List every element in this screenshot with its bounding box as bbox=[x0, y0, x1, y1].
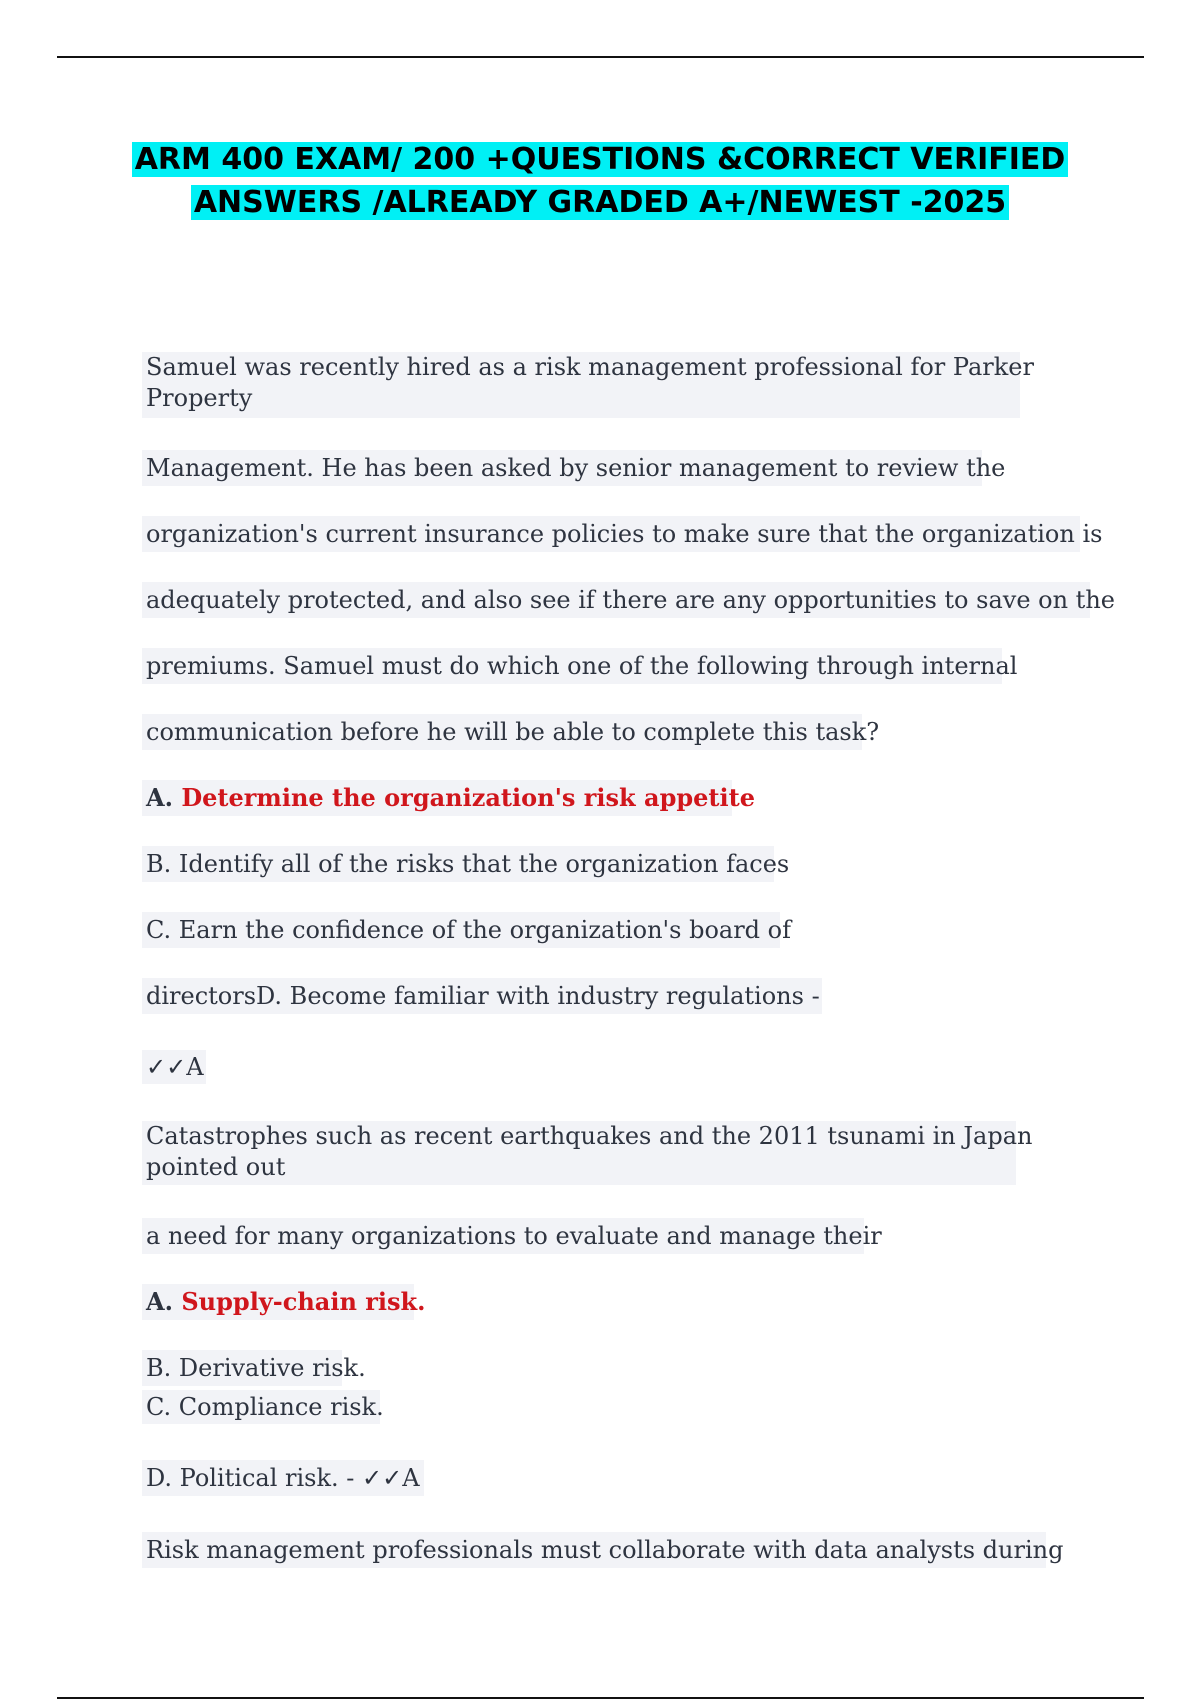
q1-stem-line-5: premiums. Samuel must do which one of the following through internal bbox=[146, 652, 1018, 680]
q1-option-a-correct: A. Determine the organization's risk appetite bbox=[146, 783, 755, 812]
q1-answer-key: ✓✓A bbox=[146, 1053, 204, 1081]
q2-option-c: C. Compliance risk. bbox=[146, 1393, 384, 1421]
title-line-2: ANSWERS /ALREADY GRADED A+/NEWEST -2025 bbox=[191, 185, 1009, 220]
q2-option-d: D. Political risk. - ✓✓A bbox=[146, 1464, 420, 1492]
q1-option-b: B. Identify all of the risks that the organization faces bbox=[146, 850, 790, 878]
q2-stem-line-1: Catastrophes such as recent earthquakes and the 2011 tsunami in Japan pointed out bbox=[146, 1122, 1033, 1181]
q2-stem-line-2: a need for many organizations to evaluate and manage their bbox=[146, 1222, 882, 1250]
q1-stem-line-6: communication before he will be able to complete this task? bbox=[146, 718, 880, 746]
document-title bbox=[0, 138, 1200, 224]
q1-stem-line-2: Management. He has been asked by senior management to review the bbox=[146, 454, 1006, 482]
top-rule bbox=[57, 56, 1144, 58]
q3-stem-line-1: Risk management professionals must collaborate with data analysts during bbox=[146, 1536, 1064, 1564]
q1-option-d: directorsD. Become familiar with industry regulations - bbox=[146, 982, 820, 1010]
q1-stem-line-4: adequately protected, and also see if there are any opportunities to save on the bbox=[146, 586, 1115, 614]
q1-stem-line-1: Samuel was recently hired as a risk management professional for Parker Property bbox=[146, 353, 1034, 412]
title-line-1: ARM 400 EXAM/ 200 +QUESTIONS &CORRECT VERIFIED bbox=[132, 142, 1069, 177]
bottom-rule bbox=[57, 1697, 1144, 1699]
q1-option-c: C. Earn the confidence of the organization's board of bbox=[146, 916, 791, 944]
q1-stem-line-3: organization's current insurance policies to make sure that the organization is bbox=[146, 520, 1103, 548]
q2-option-b: B. Derivative risk. bbox=[146, 1354, 366, 1382]
q2-option-a-correct: A. Supply-chain risk. bbox=[146, 1287, 426, 1316]
